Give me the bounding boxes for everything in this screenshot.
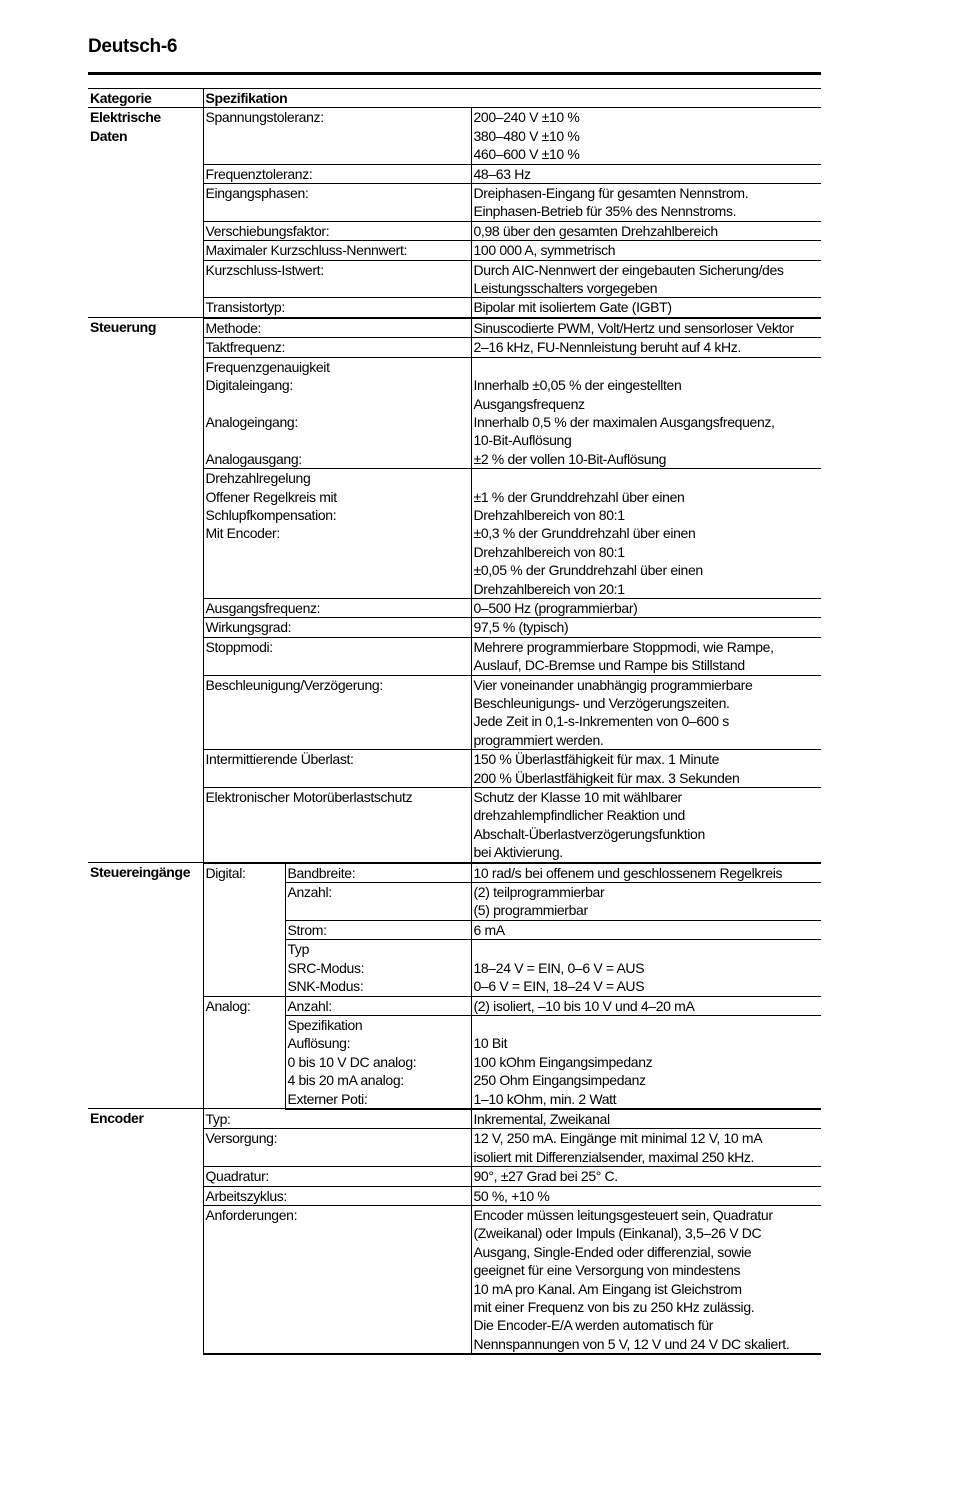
spec-value: ±1 % der Grunddrehzahl über einen Drehzahlbereich von 80:1 ±0,3 % der Grunddrehzahl über einen Drehzahlbereich von 80:1 ±0,05 % der Grunddrehzahl über einen Drehzahlbereich von 20:1 <box>471 469 821 599</box>
spec-value: Encoder müssen leitungsgesteuert sein, Quadratur (Zweikanal) oder Impuls (Einkanal), 3,5–26 V DC Ausgang, Single-Ended oder differenzial, sowie geeignet für eine Versorgung von mindestens 10 mA pro Kanal. Am Eingang ist Gleichstrom mit einer Frequenz von bis zu 250 kHz zulässig. Die Encoder-E/A werden automatisch für Nennspannungen von 5 V, 12 V und 24 V DC skaliert. <box>471 1205 821 1354</box>
spec-label: Verschiebungsfaktor: <box>203 221 471 240</box>
spec-label: Wirkungsgrad: <box>203 618 471 637</box>
spec-value: 48–63 Hz <box>471 164 821 183</box>
spec-label: Kurzschluss-Istwert: <box>203 260 471 298</box>
group-digital: Digital: <box>203 863 285 996</box>
category-electric: Elektrische Daten <box>88 108 203 318</box>
spec-label: Bandbreite: <box>285 863 471 883</box>
spec-label: Versorgung: <box>203 1129 471 1167</box>
section-inputs <box>88 863 821 1109</box>
header-rule <box>88 72 821 75</box>
spec-value: Bipolar mit isoliertem Gate (IGBT) <box>471 298 821 318</box>
spec-label: Ausgangsfrequenz: <box>203 598 471 617</box>
table-row <box>88 863 821 883</box>
spec-value: 90°, ±27 Grad bei 25° C. <box>471 1167 821 1186</box>
category-encoder: Encoder <box>88 1109 203 1354</box>
spec-label: Anforderungen: <box>203 1205 471 1354</box>
group-analog: Analog: <box>203 996 285 1109</box>
spec-label: Arbeitszyklus: <box>203 1186 471 1205</box>
header-spec: Spezifikation <box>203 89 821 108</box>
spec-label: Typ: <box>203 1109 471 1129</box>
spec-value: 10 rad/s bei offenem und geschlossenem Regelkreis <box>471 863 821 883</box>
spec-value: Schutz der Klasse 10 mit wählbarer drehzahlempfindlicher Reaktion und Abschalt-Überlastverzögerungsfunktion bei Aktivierung. <box>471 788 821 863</box>
spec-value: Durch AIC-Nennwert der eingebauten Sicherung/des Leistungsschalters vorgegeben <box>471 260 821 298</box>
spec-value: 97,5 % (typisch) <box>471 618 821 637</box>
category-control: Steuerung <box>88 318 203 863</box>
spec-value: 150 % Überlastfähigkeit für max. 1 Minute 200 % Überlastfähigkeit für max. 3 Sekunden <box>471 750 821 788</box>
spec-value: 0,98 über den gesamten Drehzahlbereich <box>471 221 821 240</box>
spec-label: Stoppmodi: <box>203 637 471 675</box>
table-row <box>88 1109 821 1129</box>
spec-value: 200–240 V ±10 % 380–480 V ±10 % 460–600 V ±10 % <box>471 108 821 164</box>
spec-value: Innerhalb ±0,05 % der eingestellten Ausgangsfrequenz Innerhalb 0,5 % der maximalen Ausgangsfrequenz, 10-Bit-Auflösung ±2 % der vollen 10-Bit-Auflösung <box>471 357 821 468</box>
spec-value: Vier voneinander unabhängig programmierbare Beschleunigungs- und Verzögerungszeiten. Jede Zeit in 0,1-s-Inkrementen von 0–600 s programmiert werden. <box>471 675 821 750</box>
spec-value: Sinuscodierte PWM, Volt/Hertz und sensorloser Vektor <box>471 318 821 338</box>
spec-label: Spezifikation Auflösung: 0 bis 10 V DC analog: 4 bis 20 mA analog: Externer Poti: <box>285 1015 471 1109</box>
spec-value: 18–24 V = EIN, 0–6 V = AUS 0–6 V = EIN, 18–24 V = AUS <box>471 940 821 996</box>
spec-label: Beschleunigung/Verzögerung: <box>203 675 471 750</box>
spec-label: Taktfrequenz: <box>203 338 471 357</box>
spec-value: 50 %, +10 % <box>471 1186 821 1205</box>
spec-label: Transistortyp: <box>203 298 471 318</box>
spec-value: 2–16 kHz, FU-Nennleistung beruht auf 4 kHz. <box>471 338 821 357</box>
spec-label: Intermittierende Überlast: <box>203 750 471 788</box>
spec-value: 6 mA <box>471 920 821 939</box>
table-row <box>88 318 821 338</box>
spec-label: Eingangsphasen: <box>203 184 471 222</box>
table-header-row <box>88 89 821 108</box>
spec-label: Frequenzgenauigkeit Digitaleingang: Analogeingang: Analogausgang: <box>203 357 471 468</box>
spec-value: 0–500 Hz (programmierbar) <box>471 598 821 617</box>
spec-value: Dreiphasen-Eingang für gesamten Nennstrom. Einphasen-Betrieb für 35% des Nennstroms. <box>471 184 821 222</box>
section-electric <box>88 108 821 318</box>
spec-value: (2) isoliert, –10 bis 10 V und 4–20 mA <box>471 996 821 1015</box>
spec-label: Anzahl: <box>285 996 471 1015</box>
spec-value: Mehrere programmierbare Stoppmodi, wie Rampe, Auslauf, DC-Bremse und Rampe bis Stillstand <box>471 637 821 675</box>
spec-label: Strom: <box>285 920 471 939</box>
spec-label: Drehzahlregelung Offener Regelkreis mit Schlupfkompensation: Mit Encoder: <box>203 469 471 599</box>
spec-value: Inkremental, Zweikanal <box>471 1109 821 1129</box>
section-control <box>88 318 821 863</box>
spec-label: Spannungstoleranz: <box>203 108 471 164</box>
spec-label: Anzahl: <box>285 883 471 921</box>
spec-label: Quadratur: <box>203 1167 471 1186</box>
table-row <box>88 108 821 164</box>
spec-label: Elektronischer Motorüberlastschutz <box>203 788 471 863</box>
spec-label: Typ SRC-Modus: SNK-Modus: <box>285 940 471 996</box>
category-inputs: Steuereingänge <box>88 863 203 1109</box>
page-header: Deutsch-6 <box>88 36 178 57</box>
section-encoder <box>88 1109 821 1354</box>
spec-label: Maximaler Kurzschluss-Nennwert: <box>203 241 471 260</box>
spec-label: Frequenztoleranz: <box>203 164 471 183</box>
spec-value: 100 000 A, symmetrisch <box>471 241 821 260</box>
spec-label: Methode: <box>203 318 471 338</box>
spec-value: 12 V, 250 mA. Eingänge mit minimal 12 V, 10 mA isoliert mit Differenzialsender, maximal 250 kHz. <box>471 1129 821 1167</box>
header-category: Kategorie <box>88 89 203 108</box>
spec-value: 10 Bit 100 kOhm Eingangsimpedanz 250 Ohm Eingangsimpedanz 1–10 kOhm, min. 2 Watt <box>471 1015 821 1109</box>
spec-value: (2) teilprogrammierbar (5) programmierbar <box>471 883 821 921</box>
spec-table <box>88 88 821 1355</box>
